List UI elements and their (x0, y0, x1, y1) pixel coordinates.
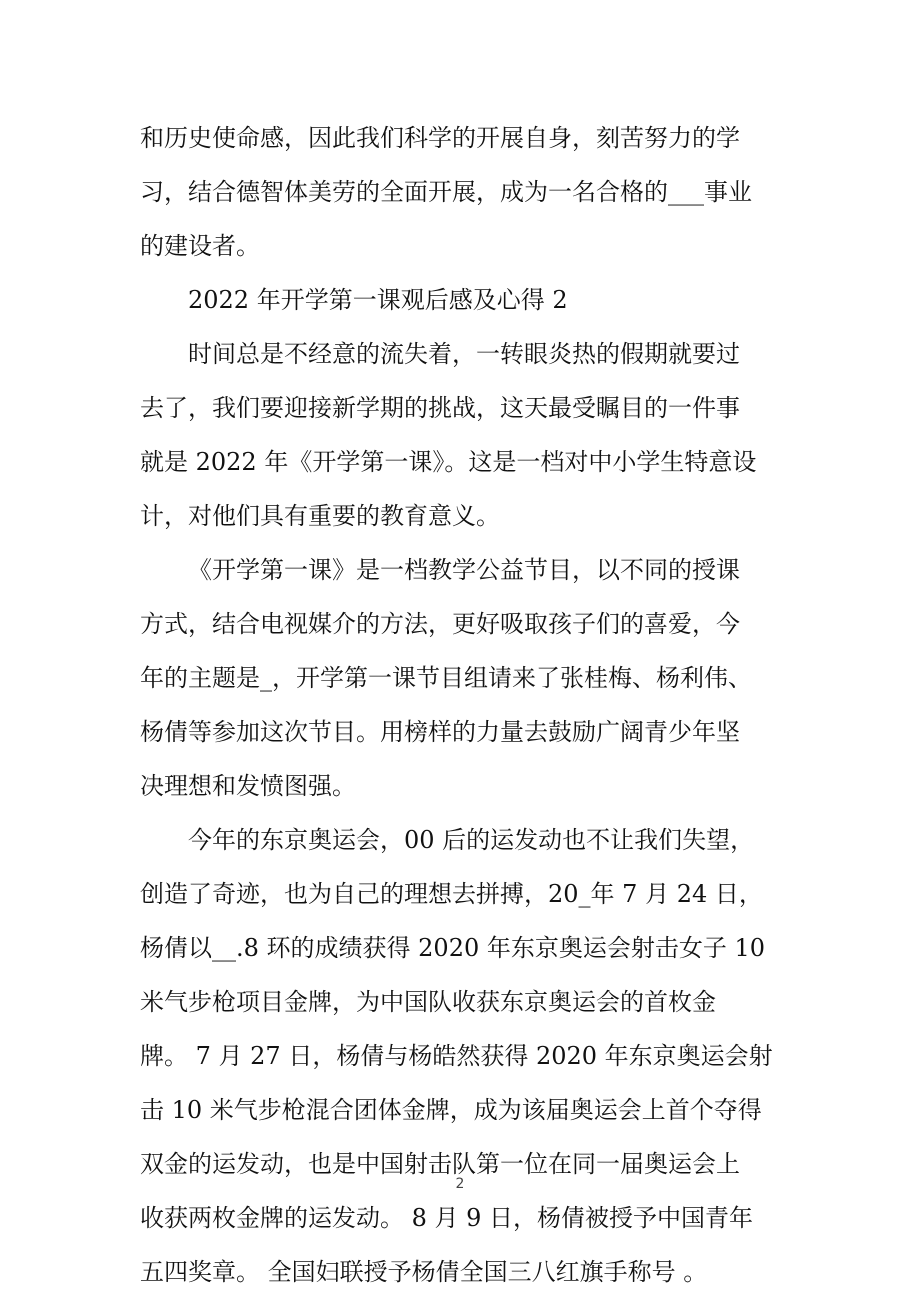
text-line: 杨倩以__.8 环的成绩获得 2020 年东京奥运会射击女子 10 (140, 934, 766, 962)
text-line: 牌。 7 月 27 日，杨倩与杨皓然获得 2020 年东京奥运会射 (140, 1042, 773, 1070)
section-heading: 2022 年开学第一课观后感及心得 2 (188, 286, 568, 314)
text-line: 去了，我们要迎接新学期的挑战，这天最受瞩目的一件事 (140, 394, 740, 422)
text-line: 就是 2022 年《开学第一课》。这是一档对中小学生特意设 (140, 448, 757, 476)
text-line: 收获两枚金牌的运发动。 8 月 9 日，杨倩被授予中国青年 (140, 1204, 754, 1232)
text-line: 的建设者。 (140, 232, 260, 260)
text-line: 年的主题是_，开学第一课节目组请来了张桂梅、杨利伟、 (140, 664, 752, 692)
text-line: 五四奖章。 全国妇联授予杨倩全国三八红旗手称号 。 (140, 1258, 708, 1286)
text-line: 击 10 米气步枪混合团体金牌，成为该届奥运会上首个夺得 (140, 1096, 762, 1124)
text-line: 计，对他们具有重要的教育意义。 (140, 502, 500, 530)
text-line: 方式，结合电视媒介的方法，更好吸取孩子们的喜爱，今 (140, 610, 740, 638)
text-line: 决理想和发愤图强。 (140, 772, 356, 800)
text-line: 米气步枪项目金牌，为中国队收获东京奥运会的首枚金 (140, 988, 716, 1016)
page-number: 2 (455, 1176, 465, 1192)
text-line: 《开学第一课》是一档教学公益节目，以不同的授课 (188, 556, 740, 584)
body-text (140, 111, 780, 1299)
text-line: 时间总是不经意的流失着，一转眼炎热的假期就要过 (188, 340, 740, 368)
text-line: 杨倩等参加这次节目。用榜样的力量去鼓励广阔青少年坚 (140, 718, 740, 746)
text-line: 双金的运发动，也是中国射击队第一位在同一届奥运会上 (140, 1150, 740, 1178)
text-line: 习，结合德智体美劳的全面开展，成为一名合格的___事业 (140, 178, 752, 206)
text-line: 创造了奇迹，也为自己的理想去拼搏，20_年 7 月 24 日， (140, 880, 763, 908)
text-line: 和历史使命感，因此我们科学的开展自身，刻苦努力的学 (140, 124, 740, 152)
text-line: 今年的东京奥运会，00 后的运发动也不让我们失望， (188, 826, 755, 854)
